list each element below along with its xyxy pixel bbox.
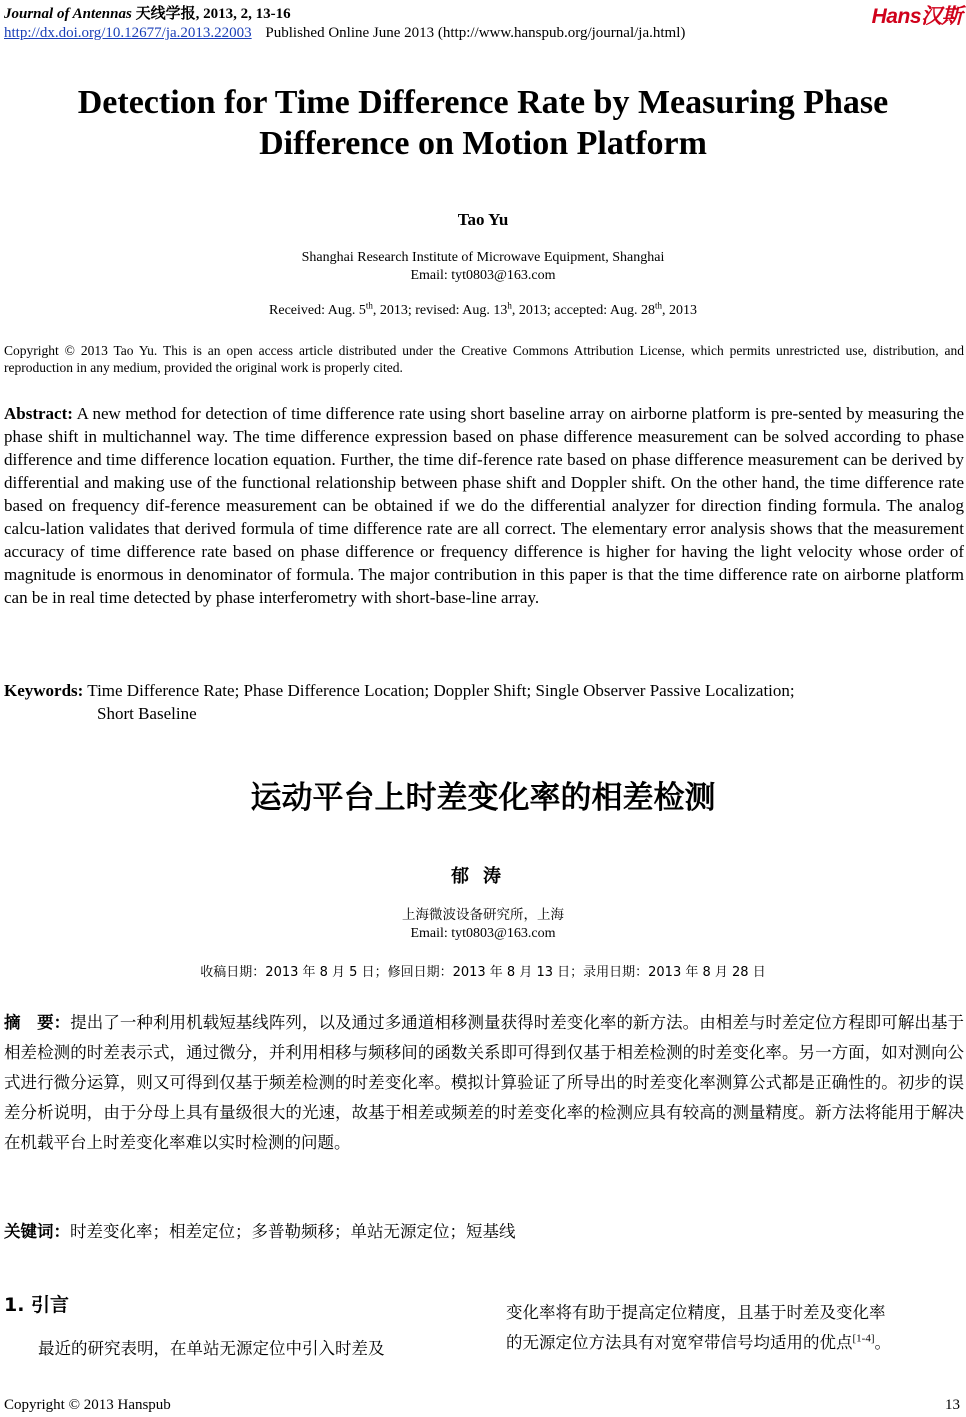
section1-right-line1: 变化率将有助于提高定位精度，且基于时差及变化率 bbox=[506, 1303, 886, 1322]
accepted-date: , 2013; accepted: Aug. 28 bbox=[511, 303, 655, 318]
abstract-label: Abstract: bbox=[4, 404, 73, 423]
keywords-line1: Time Difference Rate; Phase Difference Location; Doppler Shift; Single Observer Passive Localization; bbox=[87, 681, 795, 700]
abstract-cn-text: 提出了一种利用机载短基线阵列，以及通过多通道相移测量获得时差变化率的新方法。由相差与时差定位方程即可解出基于相差检测的时差表示式，通过微分，并利用相移与频移间的函数关系即可得到仅基于相差检测的时差变化率。另一方面，如对测向公式进行微分运算，则又可得到仅基于频差检测的时差变化率。模拟计算验证了所导出的时差变化率测算公式都是正确性的。初步的误差分析说明，由于分母上具有量级很大的光速，故基于相差或频差的时差变化率的检测应具有较高的测量精度。新方法将能用于解决在机载平台上时差变化率难以实时检测的问题。 bbox=[4, 1013, 965, 1152]
abstract-cn-label: 摘 要： bbox=[4, 1013, 71, 1032]
abstract-en-text: A new method for detection of time difference rate using short baseline array on airborne platform is pre-sented by measuring the phase shift in multichannel way. The time difference expression based on phase difference measurement can be solved according to phase difference and time difference location equation. Further, the time dif-ference rate based on phase difference measurement can be derived by differential and making use of the functional relationship between phase shift and Doppler shift. On the other hand, the time difference rate based on frequency dif-ference measurement can be obtained if we do the differential analyzer for direction finding formula. The analog calcu-lation validates that derived formula of time difference rate are all correct. The elementary error analysis shows that the measurement accuracy of time difference rate based on phase difference or frequency difference is higher for having the light velocity whose order of magnitude is enormous in denominator of formula. The major contribution in this paper is that the time difference rate on airborne platform can be in real time detected by phase interferometry with short-base-line array. bbox=[4, 404, 964, 607]
affiliation-en-text: Shanghai Research Institute of Microwave Equipment, Shanghai bbox=[301, 250, 665, 265]
section1-right-line2: 的无源定位方法具有对宽窄带信号均适用的优点 bbox=[506, 1333, 853, 1352]
author-en: Tao Yu bbox=[457, 210, 509, 229]
journal-header bbox=[4, 2, 291, 23]
received-sup: th bbox=[365, 300, 373, 311]
keywords-cn-label: 关键词： bbox=[4, 1222, 70, 1241]
journal-name: Journal of Antennas bbox=[4, 6, 132, 22]
received-date: Received: Aug. 5 bbox=[269, 303, 366, 318]
affiliation-en bbox=[0, 249, 966, 285]
paper-title-en: Detection for Time Difference Rate by Measuring Phase Difference on Motion Platform bbox=[77, 84, 889, 162]
keywords-cn bbox=[4, 1218, 516, 1242]
copyright-note: Copyright © 2013 Tao Yu. This is an open access article distributed under the Creative Commons Attribution License, which permits unrestricted use, distribution, and reproduction in any medium, provided the original work is properly cited. bbox=[4, 343, 964, 375]
dates-cn: 收稿日期：2013 年 8 月 5 日；修回日期：2013 年 8 月 13 日；录用日期：2013 年 8 月 28 日 bbox=[200, 965, 766, 980]
section1-right-end: 。 bbox=[874, 1333, 891, 1352]
reference-citation[interactable]: [1-4] bbox=[852, 1332, 875, 1345]
dates-en bbox=[0, 300, 966, 319]
section-heading: 1. 引言 bbox=[4, 1294, 70, 1316]
doi-line bbox=[4, 25, 685, 42]
email-en: Email: tyt0803@163.com bbox=[410, 268, 556, 283]
journal-issue: 天线学报, 2013, 2, 13-16 bbox=[135, 6, 291, 22]
abstract-en bbox=[4, 402, 964, 609]
author-cn: 郁涛 bbox=[451, 866, 515, 887]
page-number: 13 bbox=[945, 1397, 960, 1413]
accepted-sup: th bbox=[654, 300, 662, 311]
publisher-logo: Hans汉斯 bbox=[871, 5, 962, 28]
paper-title-cn: 运动平台上时差变化率的相差检测 bbox=[250, 780, 716, 816]
published-text: Published Online June 2013 (http://www.hanspub.org/journal/ja.html) bbox=[265, 25, 686, 41]
email-cn: Email: tyt0803@163.com bbox=[410, 926, 556, 941]
keywords-cn-text: 时差变化率；相差定位；多普勒频移；单站无源定位；短基线 bbox=[70, 1222, 516, 1241]
keywords-line2: Short Baseline bbox=[97, 704, 197, 723]
section1-right-line2-wrap bbox=[506, 1328, 964, 1358]
revised-date: , 2013; revised: Aug. 13 bbox=[372, 303, 508, 318]
keywords-label: Keywords: bbox=[4, 681, 84, 700]
footer-copyright: Copyright © 2013 Hanspub bbox=[4, 1397, 171, 1413]
revised-sup: h bbox=[507, 300, 512, 311]
section1-right-column bbox=[506, 1298, 964, 1358]
affiliation-cn: 上海微波设备研究所，上海 bbox=[402, 907, 564, 923]
keywords-en bbox=[4, 679, 795, 725]
abstract-cn bbox=[4, 1008, 964, 1158]
section1-left-column: 最近的研究表明，在单站无源定位中引入时差及 bbox=[38, 1339, 385, 1358]
accepted-year: , 2013 bbox=[661, 303, 697, 318]
doi-link[interactable]: http://dx.doi.org/10.12677/ja.2013.22003 bbox=[4, 25, 252, 41]
